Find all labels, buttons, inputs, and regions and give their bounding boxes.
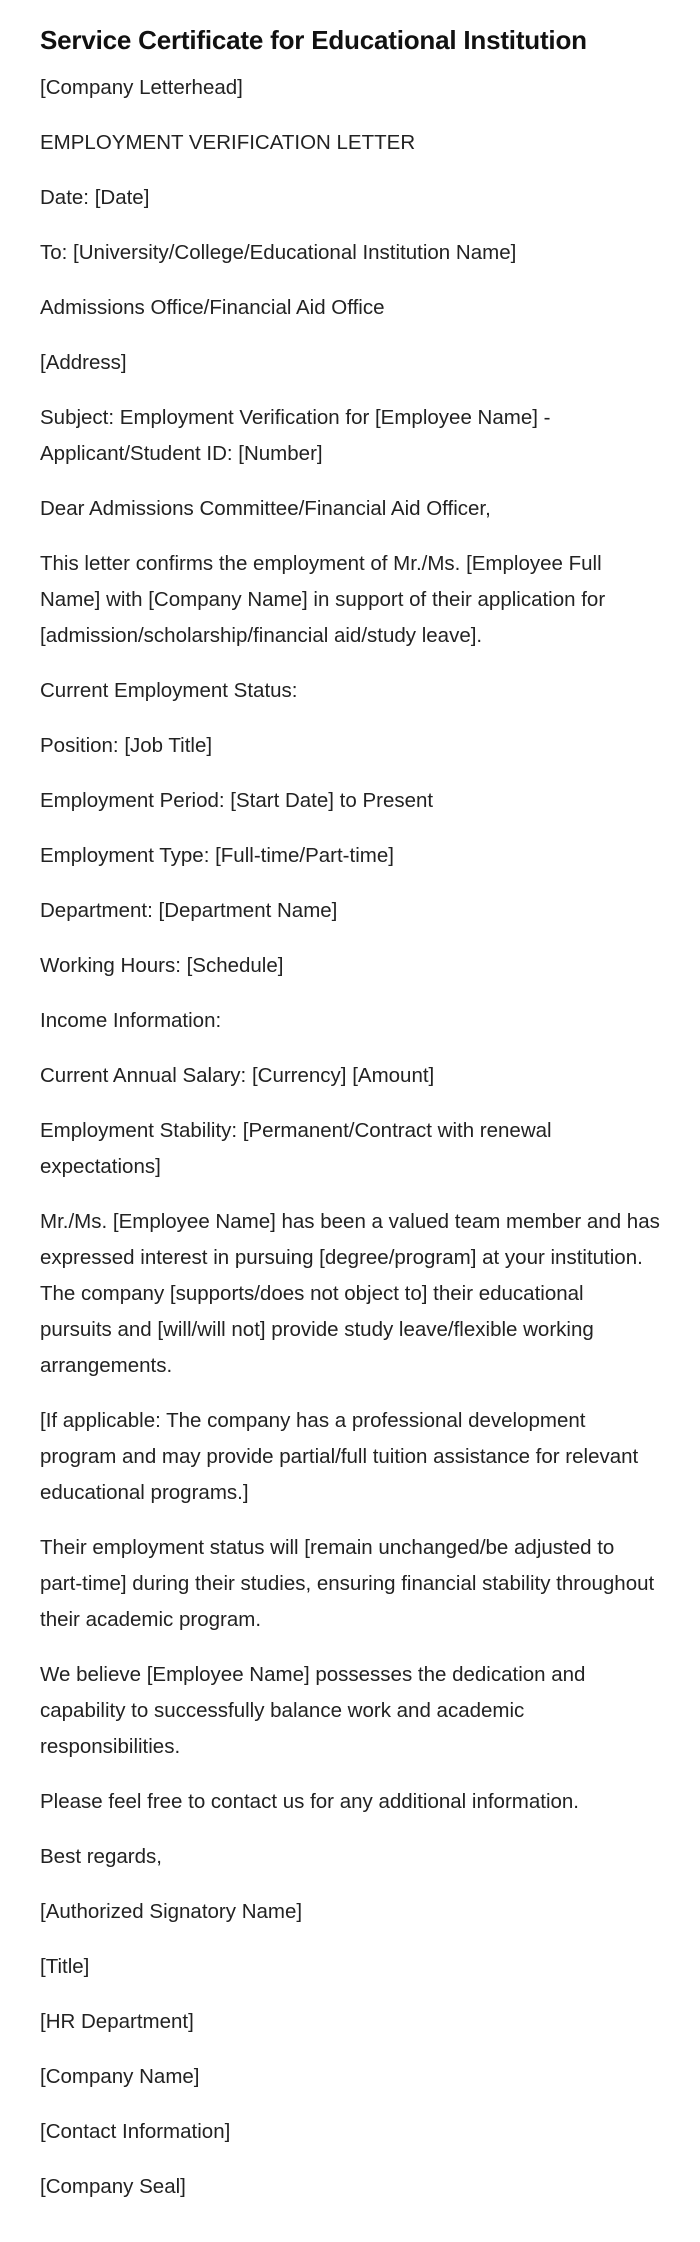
department-line: Department: [Department Name]	[40, 899, 338, 922]
section-heading-employment-status: Current Employment Status:	[40, 679, 298, 702]
recipient-address: [Address]	[40, 351, 127, 374]
signatory-company: [Company Name]	[40, 2065, 200, 2088]
date-line: Date: [Date]	[40, 186, 150, 209]
signatory-name: [Authorized Signatory Name]	[40, 1900, 303, 1923]
body-paragraph-valued-member: Mr./Ms. [Employee Name] has been a valued team member and has expressed interest in pursuing [degree/program] at your institution. The company [supports/does not object to] their educational pursuits and [will/will not] provide study leave/flexible working arrangements.	[40, 1210, 660, 1377]
closing: Best regards,	[40, 1845, 162, 1868]
position-line: Position: [Job Title]	[40, 734, 213, 757]
salutation: Dear Admissions Committee/Financial Aid Officer,	[40, 497, 491, 520]
intro-paragraph: This letter confirms the employment of Mr./Ms. [Employee Full Name] with [Company Name] in support of their application for [admission/scholarship/financial aid/study leave].	[40, 552, 606, 647]
working-hours-line: Working Hours: [Schedule]	[40, 954, 284, 977]
section-heading-income: Income Information:	[40, 1009, 222, 1032]
signatory-title: [Title]	[40, 1955, 90, 1978]
employment-type-line: Employment Type: [Full-time/Part-time]	[40, 844, 394, 867]
body-paragraph-employment-status: Their employment status will [remain unchanged/be adjusted to part-time] during their studies, ensuring financial stability throughout their academic program.	[40, 1536, 655, 1631]
employment-period-line: Employment Period: [Start Date] to Present	[40, 789, 434, 812]
page-title: Service Certificate for Educational Institution	[40, 25, 587, 55]
salary-line: Current Annual Salary: [Currency] [Amount]	[40, 1064, 435, 1087]
recipient-office: Admissions Office/Financial Aid Office	[40, 296, 385, 319]
signatory-department: [HR Department]	[40, 2010, 194, 2033]
employment-stability-line: Employment Stability: [Permanent/Contract with renewal expectations]	[40, 1119, 552, 1178]
recipient-line: To: [University/College/Educational Institution Name]	[40, 241, 517, 264]
body-paragraph-tuition-assistance: [If applicable: The company has a professional development program and may provide partial/full tuition assistance for relevant educational programs.]	[40, 1409, 639, 1504]
letter-heading: EMPLOYMENT VERIFICATION LETTER	[40, 131, 416, 154]
company-seal: [Company Seal]	[40, 2175, 186, 2198]
signatory-contact: [Contact Information]	[40, 2120, 231, 2143]
contact-invitation: Please feel free to contact us for any additional information.	[40, 1790, 580, 1813]
letterhead-placeholder: [Company Letterhead]	[40, 76, 243, 99]
subject-line: Subject: Employment Verification for [Employee Name] - Applicant/Student ID: [Number]	[40, 406, 551, 465]
body-paragraph-belief: We believe [Employee Name] possesses the dedication and capability to successfully balance work and academic responsibilities.	[40, 1663, 586, 1758]
